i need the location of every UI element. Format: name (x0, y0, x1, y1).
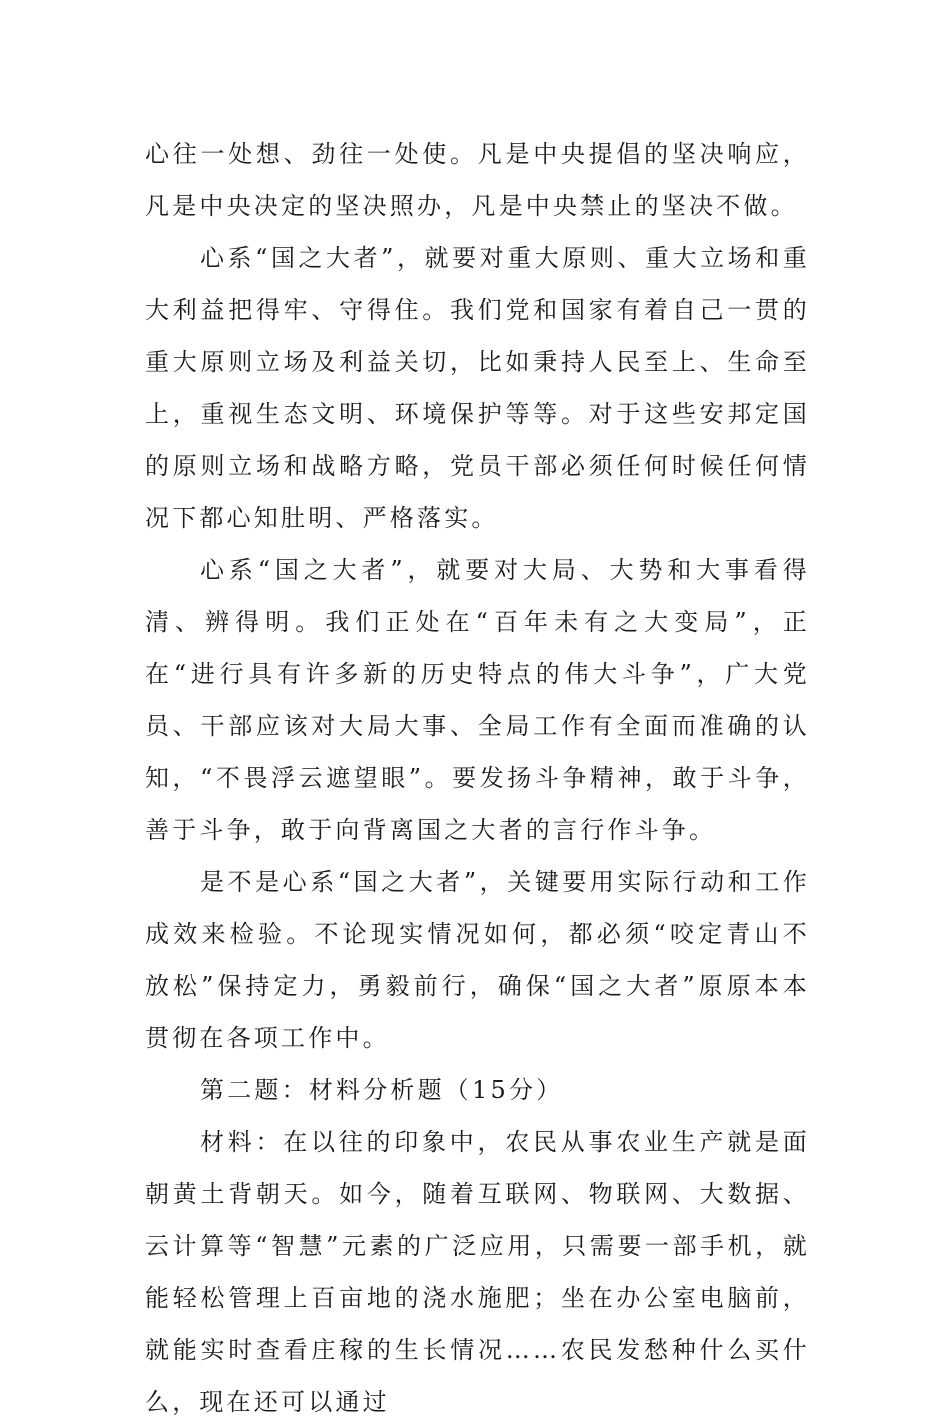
paragraph-principles: 心系“国之大者”，就要对重大原则、重大立场和重大利益把得牢、守得住。我们党和国家有着自己一贯的重大原则立场及利益关切，比如秉持人民至上、生命至上，重视生态文明、环境保护等等。对于这些安邦定国的原则立场和战略方略，党员干部必须任何时候任何情况下都心知肚明、严格落实。 (145, 244, 810, 532)
paragraph-continuation: 心往一处想、劲往一处使。凡是中央提倡的坚决响应，凡是中央决定的坚决照办，凡是中央禁止的坚决不做。 (145, 140, 810, 220)
paragraph-practical-action: 是不是心系“国之大者”，关键要用实际行动和工作成效来检验。不论现实情况如何，都必须“咬定青山不放松”保持定力，勇毅前行，确保“国之大者”原原本本贯彻在各项工作中。 (145, 868, 810, 1052)
paragraph-material: 材料：在以往的印象中，农民从事农业生产就是面朝黄土背朝天。如今，随着互联网、物联网、大数据、云计算等“智慧”元素的广泛应用，只需要一部手机，就能轻松管理上百亩地的浇水施肥；坐在办公室电脑前，就能实时查看庄稼的生长情况……农民发愁种什么买什么，现在还可以通过 (145, 1128, 810, 1416)
document-body (145, 128, 810, 1428)
question-heading: 第二题：材料分析题（15分） (200, 1076, 564, 1104)
paragraph-overall-situation: 心系“国之大者”，就要对大局、大势和大事看得清、辨得明。我们正处在“百年未有之大变局”，正在“进行具有许多新的历史特点的伟大斗争”，广大党员、干部应该对大局大事、全局工作有全面而准确的认知，“不畏浮云遮望眼”。要发扬斗争精神，敢于斗争，善于斗争，敢于向背离国之大者的言行作斗争。 (145, 556, 810, 844)
